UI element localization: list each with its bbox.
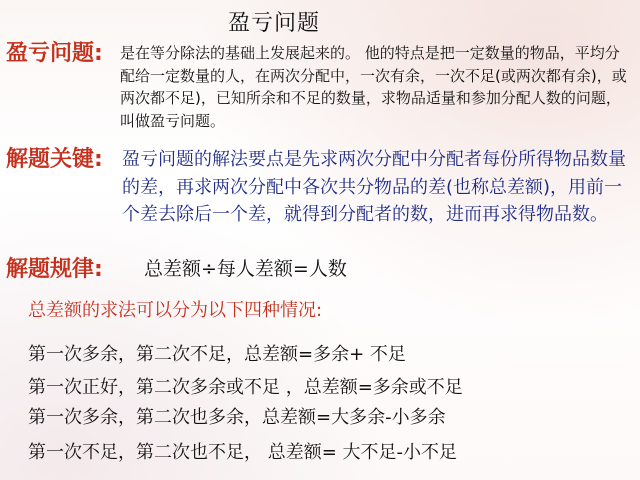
slide-title: 盈亏问题: [228, 11, 321, 36]
case-item: 第一次正好，第二次多余或不足 ，总差额=多余或不足: [28, 377, 463, 398]
cases-heading: 总差额的求法可以分为以下四种情况:: [28, 300, 323, 321]
case-item: 第一次多余，第二次不足，总差额=多余+ 不足: [28, 344, 406, 365]
solution-key-label: 解题关键:: [6, 147, 103, 172]
solution-rule-label: 解题规律:: [6, 257, 103, 282]
case-item: 第一次不足，第二次也不足， 总差额= 大不足-小不足: [28, 442, 458, 463]
case-item: 第一次多余，第二次也多余，总差额=大多余-小多余: [28, 407, 446, 428]
definition-label: 盈亏问题:: [6, 41, 103, 66]
solution-key-text: 盈亏问题的解法要点是先求两次分配中分配者每份所得物品数量的差，再求两次分配中各次共分物品的差(也称总差额)，用前一个差去除后一个差，就得到分配者的数，进而再求得物品数。: [122, 149, 626, 225]
definition-text: 是在等分除法的基础上发展起来的。 他的特点是把一定数量的物品，平均分配给一定数量的人，在两次分配中，一次有余，一次不足(或两次都有余)，或两次都不足)，已知所余和不足的数量，求物品适量和参加分配人数的问题，叫做盈亏问题。: [120, 44, 627, 130]
solution-rule-formula: 总差额÷每人差额=人数: [144, 258, 347, 280]
